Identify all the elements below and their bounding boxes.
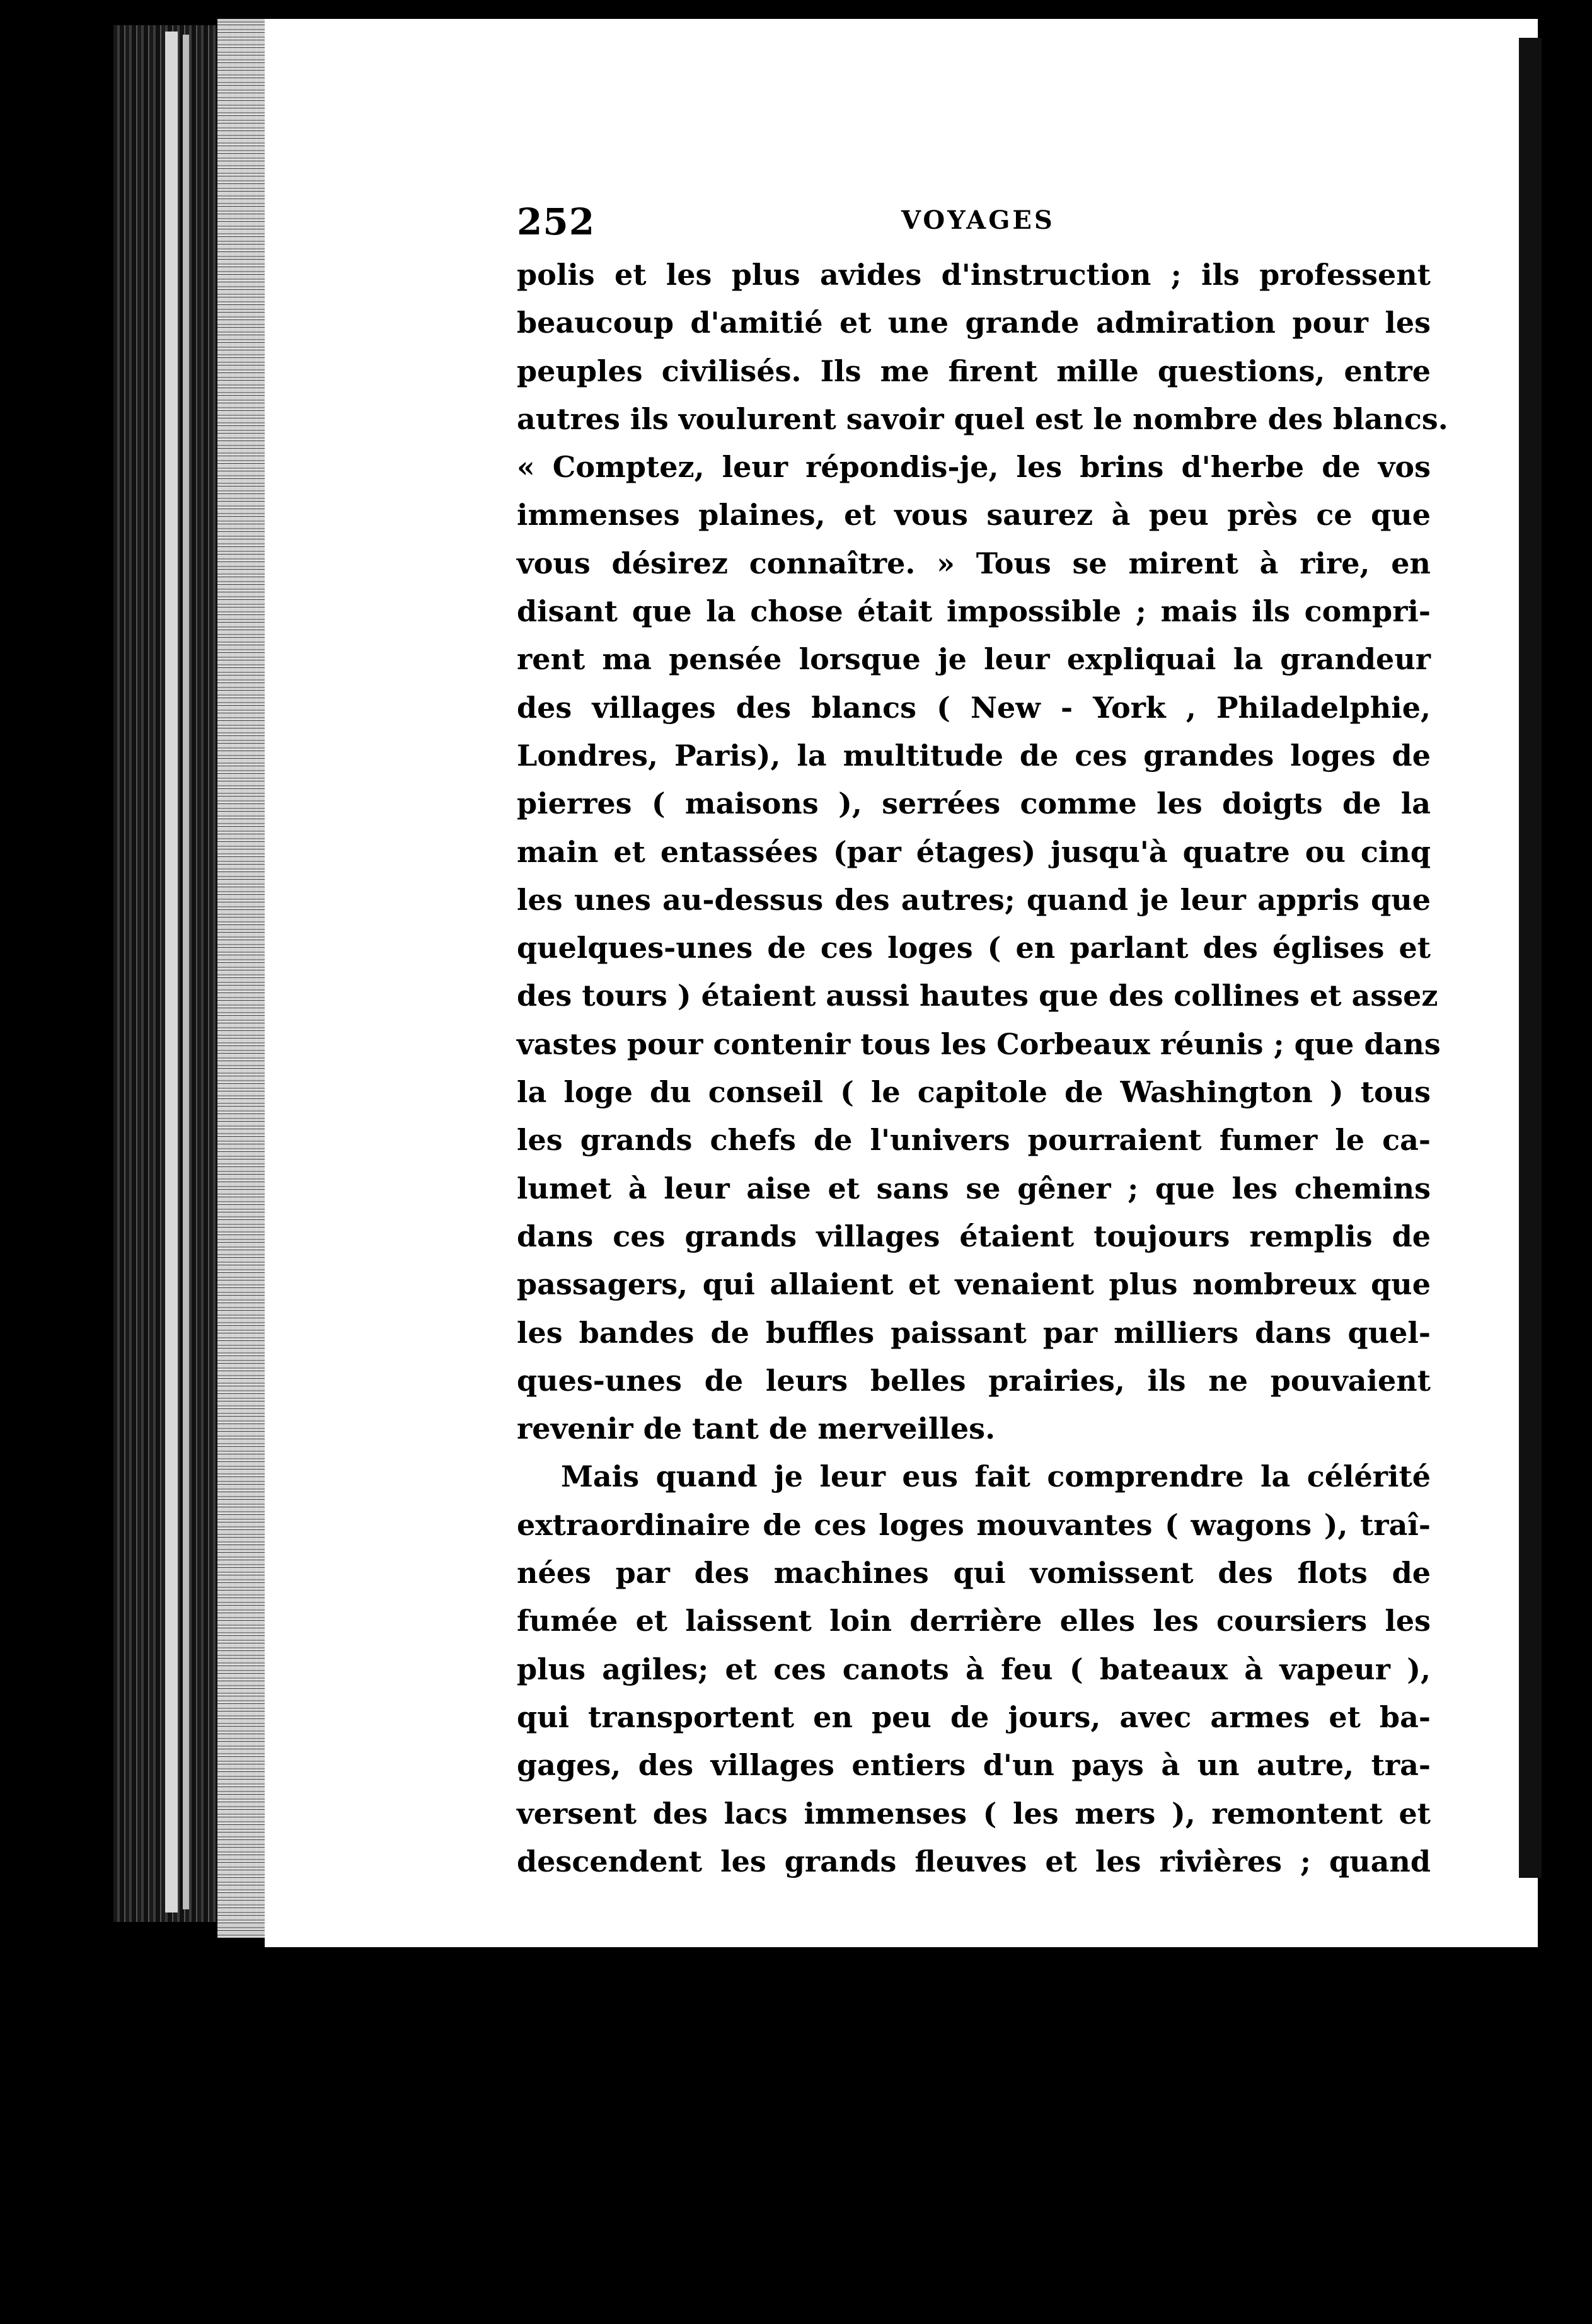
text-line: autres ils voulurent savoir quel est le nombre des blancs.	[517, 401, 1448, 436]
text-line: peuples civilisés. Ils me firent mille questions, entre	[517, 354, 1431, 388]
text-line: dans ces grands villages étaient toujours remplis de	[517, 1219, 1431, 1253]
text-line: gages, des villages entiers d'un pays à un autre, tra-	[517, 1748, 1431, 1783]
text-line: les unes au-dessus des autres; quand je leur appris que	[517, 882, 1431, 917]
text-line: qui transportent en peu de jours, avec armes et ba-	[517, 1700, 1431, 1734]
text-line: beaucoup d'amitié et une grande admiration pour les	[517, 306, 1431, 340]
text-line: vastes pour contenir tous les Corbeaux réunis ; que dans	[517, 1027, 1441, 1061]
text-line: passagers, qui allaient et venaient plus nombreux que	[517, 1267, 1431, 1302]
running-title: VOYAGES	[901, 205, 1055, 235]
text-line: pierres ( maisons ), serrées comme les doigts de la	[517, 786, 1431, 821]
page-edge-highlight-2	[183, 35, 189, 1909]
text-line: quelques-unes de ces loges ( en parlant des églises et	[517, 931, 1431, 965]
text-line: extraordinaire de ces loges mouvantes ( wagons ), traî-	[517, 1507, 1431, 1542]
body-text	[517, 251, 1448, 1885]
text-line: la loge du conseil ( le capitole de Washington ) tous	[517, 1075, 1431, 1110]
running-head	[517, 200, 1424, 251]
text-line: disant que la chose était impossible ; mais ils compri-	[517, 594, 1431, 629]
text-line: Londres, Paris), la multitude de ces grandes loges de	[517, 738, 1431, 773]
page-number: 252	[517, 200, 596, 243]
paragraph-end-line: revenir de tant de merveilles.	[517, 1412, 996, 1446]
text-line: fumée et laissent loin derrière elles les coursiers les	[517, 1604, 1431, 1638]
text-line: « Comptez, leur répondis-je, les brins d'herbe de vos	[517, 450, 1431, 485]
text-line: polis et les plus avides d'instruction ; ils professent	[517, 258, 1431, 292]
text-line: nées par des machines qui vomissent des flots de	[517, 1556, 1431, 1591]
text-line: des villages des blancs ( New - York , Philadelphie,	[517, 690, 1431, 725]
text-line: descendent les grands fleuves et les rivières ; quand	[517, 1844, 1431, 1878]
text-line: immenses plaines, et vous saurez à peu près ce que	[517, 498, 1431, 532]
page-edge-highlight	[165, 32, 178, 1913]
text-line: ques-unes de leurs belles prairies, ils ne pouvaient	[517, 1363, 1431, 1398]
text-line: lumet à leur aise et sans se gêner ; que les chemins	[517, 1171, 1431, 1205]
text-line: vous désirez connaître. » Tous se mirent à rire, en	[517, 546, 1431, 580]
text-line: les bandes de buffles paissant par milliers dans quel-	[517, 1315, 1431, 1350]
paragraph-start-line: Mais quand je leur eus fait comprendre la célérité	[561, 1459, 1431, 1494]
text-line: rent ma pensée lorsque je leur expliquai la grandeur	[517, 642, 1431, 677]
text-line: des tours ) étaient aussi hautes que des collines et assez	[517, 979, 1438, 1013]
text-line: main et entassées (par étages) jusqu'à quatre ou cinq	[517, 834, 1431, 869]
page-edge-right-shadow	[1519, 38, 1542, 1878]
text-line: plus agiles; et ces canots à feu ( bateaux à vapeur ),	[517, 1652, 1431, 1686]
text-line: les grands chefs de l'univers pourraient fumer le ca-	[517, 1123, 1431, 1158]
text-line: versent des lacs immenses ( les mers ), remontent et	[517, 1796, 1431, 1831]
